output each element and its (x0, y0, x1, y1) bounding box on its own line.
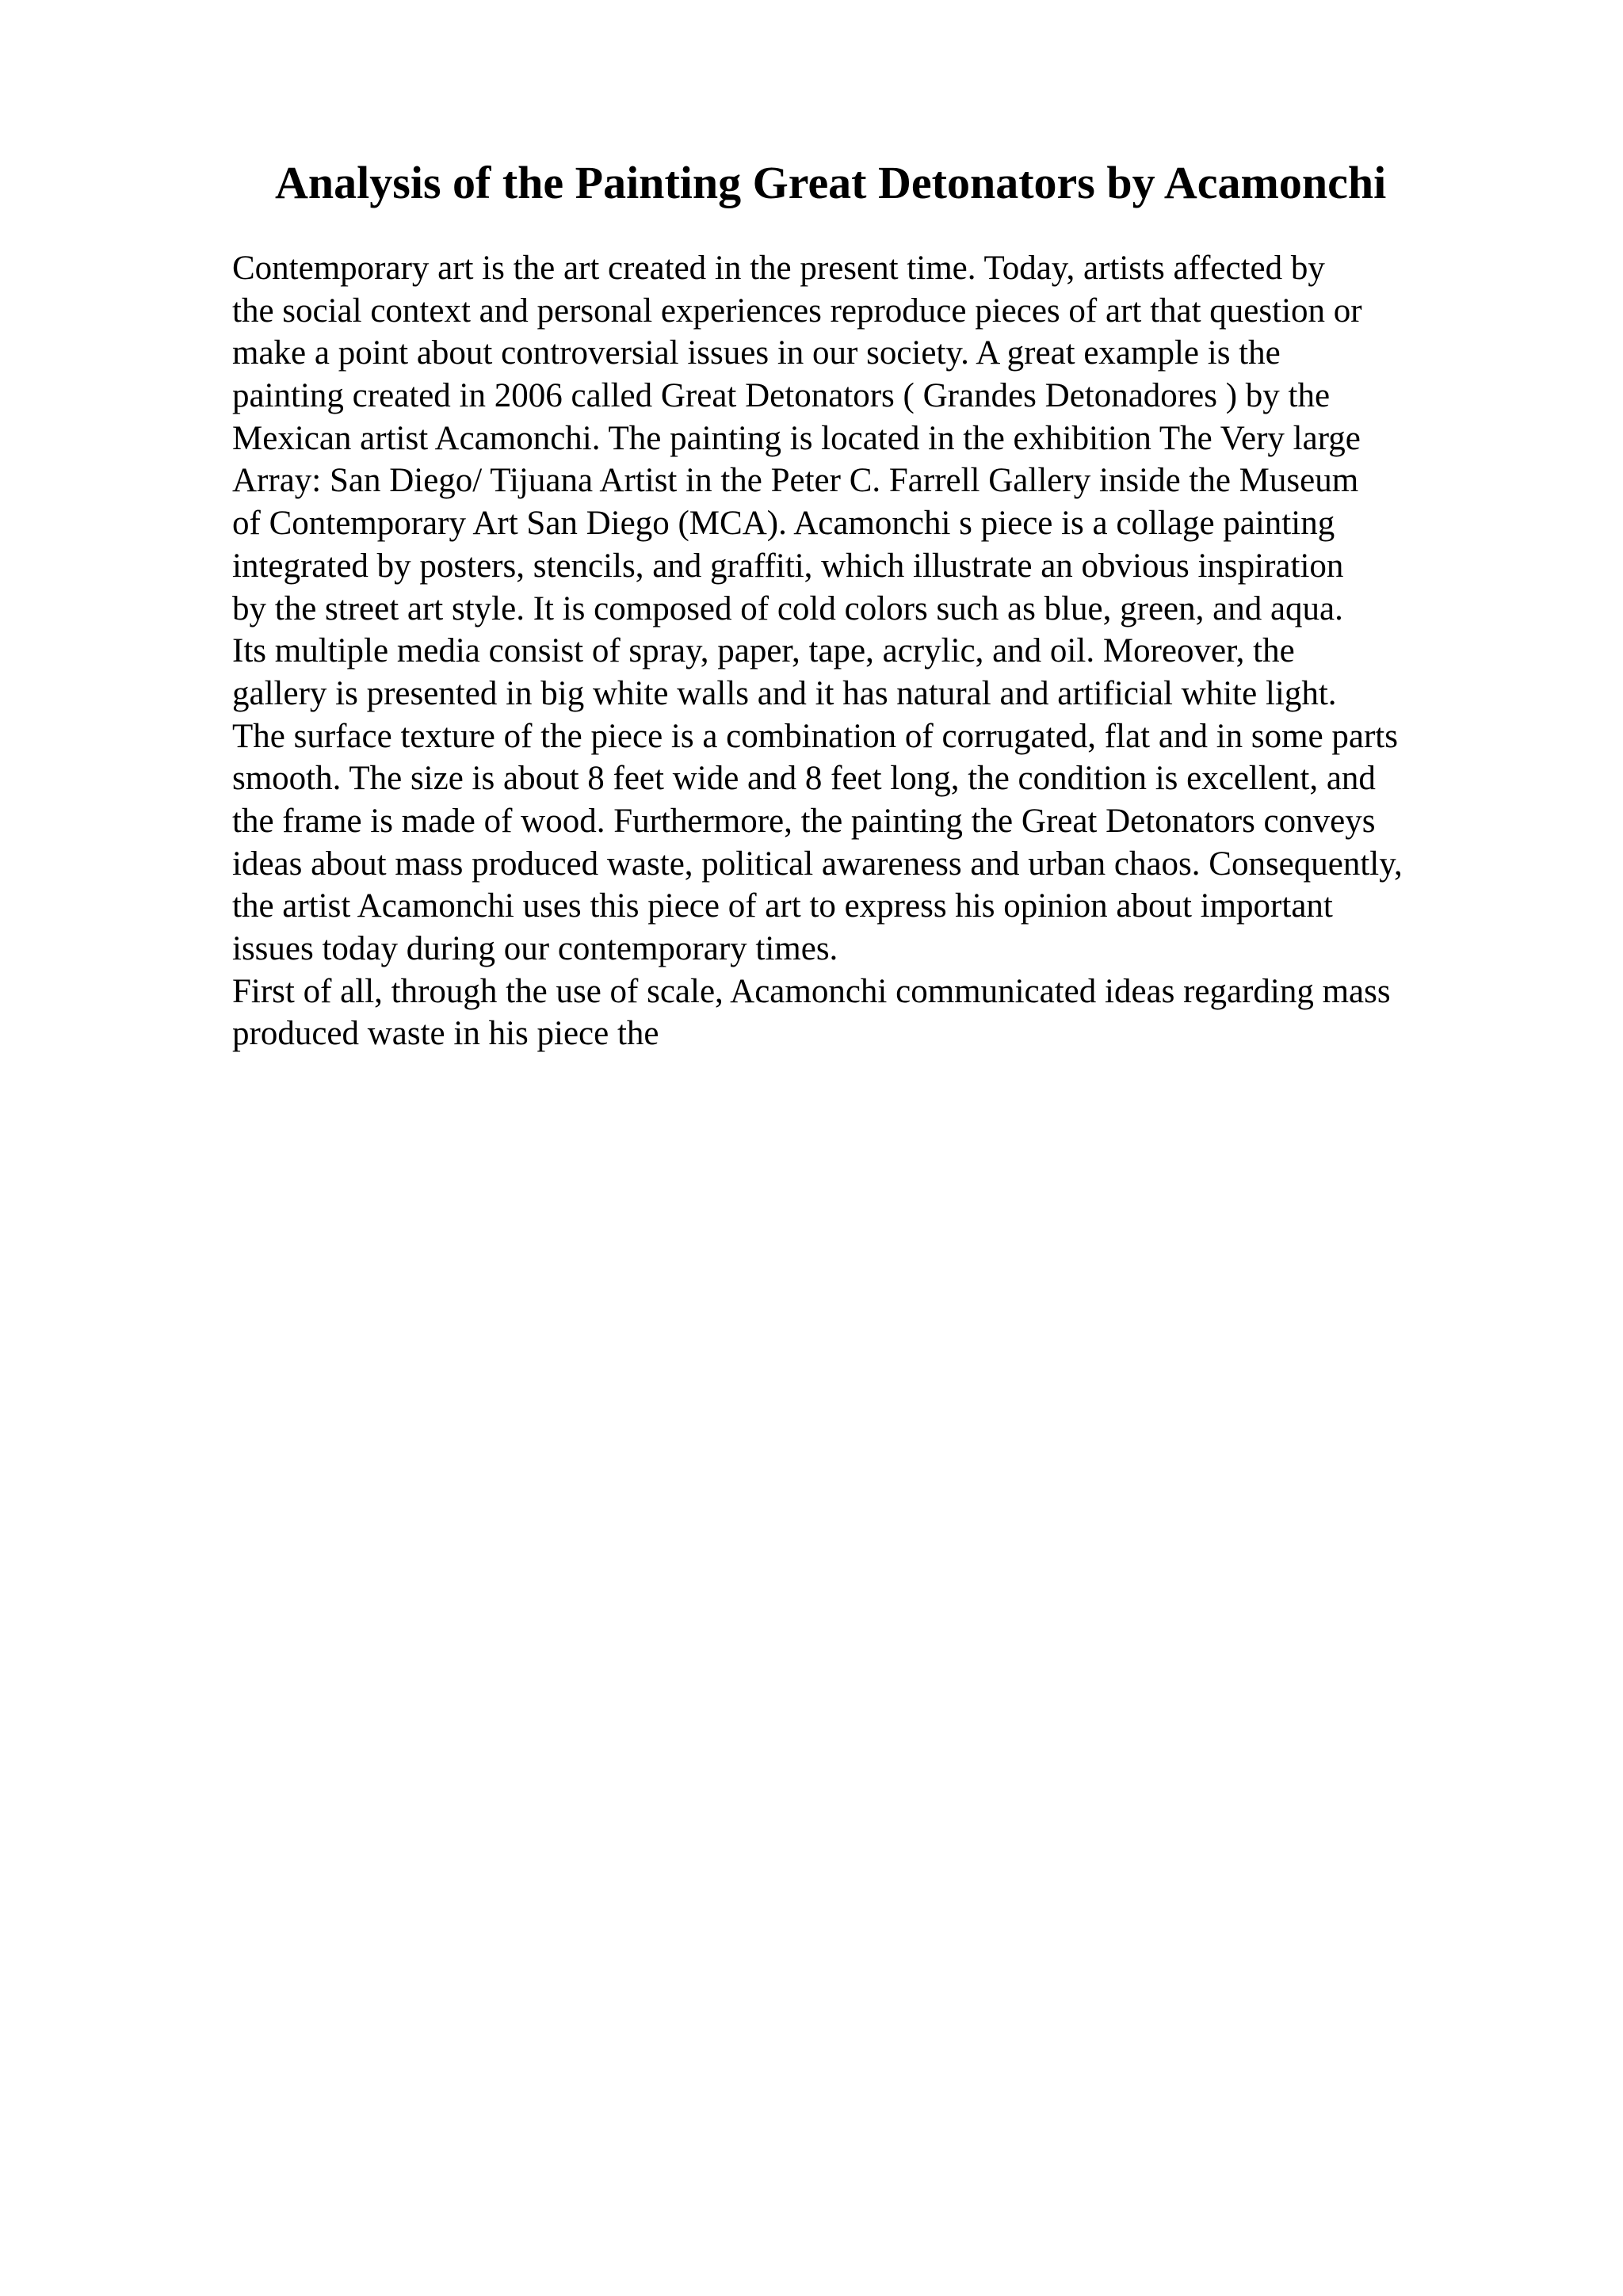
body-line: produced waste in his piece the (232, 1015, 659, 1053)
body-line: Mexican artist Acamonchi. The painting is located in the exhibition The Very large (232, 419, 1361, 457)
body-line: the artist Acamonchi uses this piece of art to express his opinion about important (232, 887, 1333, 925)
body-line: Its multiple media consist of spray, paper, tape, acrylic, and oil. Moreover, the (232, 632, 1295, 670)
body-line: gallery is presented in big white walls and it has natural and artificial white light. (232, 674, 1337, 712)
body-line: smooth. The size is about 8 feet wide and 8 feet long, the condition is excellent, and (232, 760, 1376, 798)
body-line: make a point about controversial issues in our society. A great example is the (232, 334, 1281, 372)
body-line: Array: San Diego/ Tijuana Artist in the Peter C. Farrell Gallery inside the Museum (232, 462, 1359, 500)
body-line: the social context and personal experiences reproduce pieces of art that question or (232, 292, 1362, 330)
body-line: the frame is made of wood. Furthermore, the painting the Great Detonators conveys (232, 802, 1376, 840)
document-body (232, 247, 1516, 1055)
body-line: of Contemporary Art San Diego (MCA). Acamonchi s piece is a collage painting (232, 505, 1335, 543)
document-title: Analysis of the Painting Great Detonators by Acamonchi (275, 157, 1387, 208)
body-line: The surface texture of the piece is a combination of corrugated, flat and in some parts (232, 717, 1398, 755)
body-line: by the street art style. It is composed of cold colors such as blue, green, and aqua. (232, 589, 1343, 627)
body-line: First of all, through the use of scale, Acamonchi communicated ideas regarding mass (232, 972, 1391, 1010)
body-line: integrated by posters, stencils, and graffiti, which illustrate an obvious inspiration (232, 547, 1344, 585)
body-line: painting created in 2006 called Great Detonators ( Grandes Detonadores ) by the (232, 377, 1331, 415)
body-line: ideas about mass produced waste, political awareness and urban chaos. Consequently, (232, 845, 1403, 883)
body-line: Contemporary art is the art created in the present time. Today, artists affected by (232, 250, 1325, 287)
body-line: issues today during our contemporary times. (232, 930, 838, 967)
